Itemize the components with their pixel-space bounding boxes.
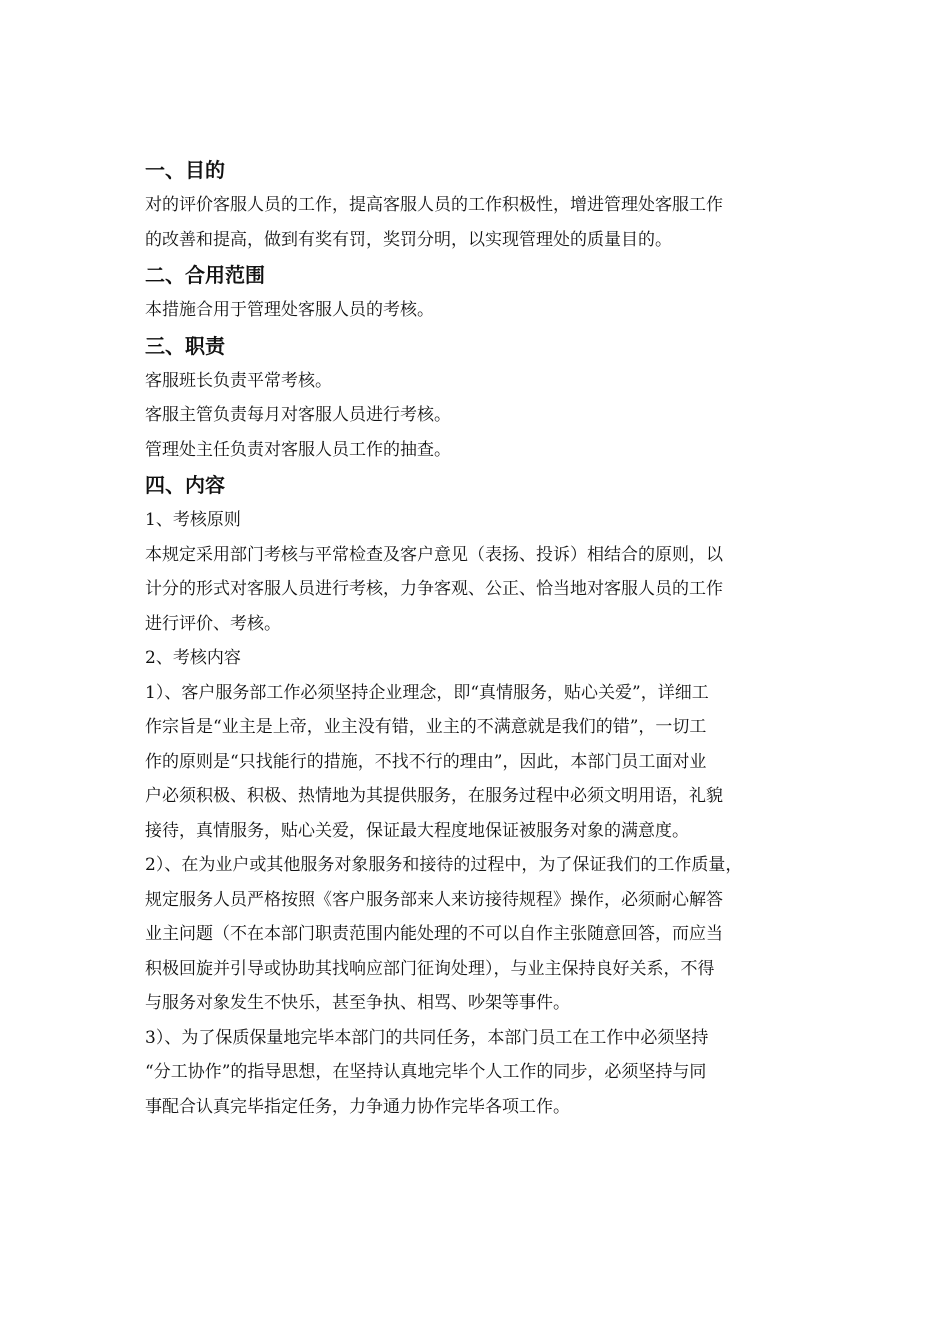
paragraph-line: 客服主管负责每月对客服人员进行考核。	[145, 405, 451, 425]
paragraph-line: 1）、客户服务部工作必须坚持企业理念，即“真情服务，贴心关爱”，详细工	[145, 682, 709, 703]
paragraph-line: 本规定采用部门考核与平常检查及客户意见（表扬、投诉）相结合的原则，以	[145, 544, 723, 565]
section-heading-responsibilities: 三、职责	[145, 333, 225, 358]
paragraph-line: 进行评价、考核。	[145, 613, 281, 634]
section-heading-scope: 二、合用范围	[145, 263, 265, 287]
paragraph-line: 管理处主任负责对客服人员工作的抽查。	[145, 439, 451, 460]
paragraph-line: “分工协作”的指导思想，在坚持认真地完毕个人工作的同步，必须坚持与同	[145, 1062, 707, 1082]
paragraph-line: 规定服务人员严格按照《客户服务部来人来访接待规程》操作，必须耐心解答	[145, 889, 723, 910]
document-body	[145, 152, 835, 1124]
paragraph-line: 作的原则是“只找能行的措施，不找不行的理由”，因此，本部门员工面对业	[145, 751, 707, 772]
paragraph-line: 户必须积极、积极、热情地为其提供服务，在服务过程中必须文明用语，礼貌	[145, 786, 723, 806]
paragraph-line: 3）、为了保质保量地完毕本部门的共同任务，本部门员工在工作中必须坚持	[145, 1027, 709, 1048]
paragraph-line: 的改善和提高，做到有奖有罚，奖罚分明，以实现管理处的质量目的。	[145, 229, 672, 250]
subsection-title: 1、考核原则	[145, 510, 241, 530]
paragraph-line: 与服务对象发生不快乐，甚至争执、相骂、吵架等事件。	[145, 993, 570, 1013]
paragraph-line: 事配合认真完毕指定任务，力争通力协作完毕各项工作。	[145, 1096, 570, 1117]
subsection-title: 2、考核内容	[145, 648, 241, 668]
paragraph-line: 计分的形式对客服人员进行考核，力争客观、公正、恰当地对客服人员的工作	[145, 579, 723, 599]
paragraph-line: 业主问题（不在本部门职责范围内能处理的不可以自作主张随意回答，而应当	[145, 924, 723, 944]
paragraph-line: 2）、在为业户或其他服务对象服务和接待的过程中，为了保证我们的工作质量，	[145, 855, 743, 875]
paragraph-line: 积极回旋并引导或协助其找响应部门征询处理），与业主保持良好关系，不得	[145, 958, 715, 979]
paragraph-line: 客服班长负责平常考核。	[145, 370, 332, 391]
paragraph-line: 接待，真情服务，贴心关爱，保证最大程度地保证被服务对象的满意度。	[145, 820, 689, 841]
section-heading-purpose: 一、目的	[145, 158, 225, 182]
paragraph-line: 作宗旨是“业主是上帝，业主没有错，业主的不满意就是我们的错”，一切工	[145, 717, 707, 737]
section-heading-content: 四、内容	[145, 473, 225, 497]
paragraph-line: 对的评价客服人员的工作，提高客服人员的工作积极性，增进管理处客服工作	[145, 195, 723, 215]
paragraph-line: 本措施合用于管理处客服人员的考核。	[145, 300, 434, 320]
